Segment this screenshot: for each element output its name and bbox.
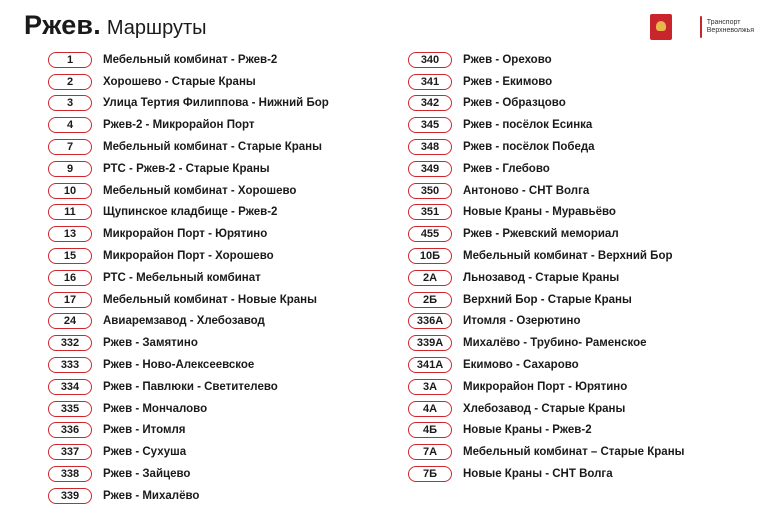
route-number-badge: 351	[408, 204, 452, 220]
route-row	[408, 71, 684, 93]
brand-mark-icon	[700, 16, 702, 38]
route-number-badge: 7	[48, 139, 92, 155]
route-number-badge: 4А	[408, 401, 452, 417]
route-name: Улица Тертия Филиппова - Нижний Бор	[103, 97, 329, 110]
route-number-badge: 338	[48, 466, 92, 482]
route-number-badge: 2А	[408, 270, 452, 286]
route-row	[48, 245, 329, 267]
route-number-badge: 348	[408, 139, 452, 155]
route-number-badge: 339А	[408, 335, 452, 351]
route-number-badge: 333	[48, 357, 92, 373]
route-row	[48, 158, 329, 180]
brand-line-1: Транспорт	[706, 19, 741, 26]
route-name: Ржев - Зайцево	[103, 468, 191, 481]
route-row	[408, 202, 684, 224]
route-name: Верхний Бор - Старые Краны	[463, 293, 632, 306]
route-row	[48, 398, 329, 420]
route-number-badge: 13	[48, 226, 92, 242]
route-name: Новые Краны - СНТ Волга	[463, 468, 613, 481]
route-row	[408, 136, 684, 158]
route-name: Мебельный комбинат - Старые Краны	[103, 141, 322, 154]
route-name: Мебельный комбинат - Ржев-2	[103, 53, 278, 66]
route-name: Мебельный комбинат - Верхний Бор	[463, 250, 673, 263]
route-name: Ржев - посёлок Победа	[463, 141, 595, 154]
route-name: Михалёво - Трубино- Раменское	[463, 337, 647, 350]
route-name: Микрорайон Порт - Юрятино	[103, 228, 268, 241]
route-name: Мебельный комбинат - Новые Краны	[103, 293, 317, 306]
brand-line-2: Верхневолжья	[706, 27, 754, 34]
route-number-badge: 342	[408, 95, 452, 111]
route-name: Хлебозавод - Старые Краны	[463, 402, 626, 415]
route-name: Ржев - Итомля	[103, 424, 186, 437]
route-number-badge: 4	[48, 117, 92, 133]
route-row	[408, 376, 684, 398]
route-number-badge: 335	[48, 401, 92, 417]
route-name: Итомля - Озерютино	[463, 315, 581, 328]
route-row	[48, 136, 329, 158]
route-row	[48, 311, 329, 333]
route-row	[408, 441, 684, 463]
route-number-badge: 345	[408, 117, 452, 133]
route-name: Новые Краны - Ржев-2	[463, 424, 592, 437]
route-name: Мебельный комбинат - Хорошево	[103, 184, 297, 197]
route-number-badge: 336А	[408, 313, 452, 329]
route-row	[408, 114, 684, 136]
route-number-badge: 15	[48, 248, 92, 264]
page-title: Ржев.	[24, 10, 101, 40]
route-number-badge: 341	[408, 74, 452, 90]
route-name: Льнозавод - Старые Краны	[463, 271, 620, 284]
route-name: Ржев - Сухуша	[103, 446, 187, 459]
route-number-badge: 1	[48, 52, 92, 68]
route-number-badge: 17	[48, 292, 92, 308]
route-name: Ржев - Образцово	[463, 97, 566, 110]
route-number-badge: 4Б	[408, 422, 452, 438]
route-row	[408, 463, 684, 485]
route-number-badge: 11	[48, 204, 92, 220]
route-name: Ржев - Глебово	[463, 162, 550, 175]
route-name: Хорошево - Старые Краны	[103, 75, 256, 88]
route-row	[408, 180, 684, 202]
route-number-badge: 16	[48, 270, 92, 286]
route-number-badge: 10Б	[408, 248, 452, 264]
route-name: Ржев-2 - Микрорайон Порт	[103, 119, 255, 132]
route-name: Ржев - Михалёво	[103, 489, 200, 502]
route-row	[408, 354, 684, 376]
route-number-badge: 349	[408, 161, 452, 177]
route-row	[408, 49, 684, 71]
route-number-badge: 350	[408, 183, 452, 199]
route-number-badge: 10	[48, 183, 92, 199]
route-name: Щупинское кладбище - Ржев-2	[103, 206, 278, 219]
route-number-badge: 337	[48, 444, 92, 460]
route-name: Ржев - Ржевский мемориал	[463, 228, 619, 241]
route-name: Авиаремзавод - Хлебозавод	[103, 315, 265, 328]
route-row	[408, 332, 684, 354]
coat-of-arms-icon	[650, 14, 672, 40]
route-row	[48, 463, 329, 485]
route-number-badge: 7А	[408, 444, 452, 460]
route-number-badge: 332	[48, 335, 92, 351]
route-name: Мебельный комбинат – Старые Краны	[463, 446, 685, 459]
route-row	[408, 93, 684, 115]
page-header	[24, 10, 207, 41]
route-name: Антоново - СНТ Волга	[463, 184, 590, 197]
page-subtitle: Маршруты	[106, 17, 207, 39]
route-row	[408, 223, 684, 245]
transport-brand-logo	[700, 16, 754, 38]
route-name: Ржев - Павлюки - Светителево	[103, 380, 278, 393]
route-row	[48, 93, 329, 115]
route-number-badge: 9	[48, 161, 92, 177]
route-row	[48, 332, 329, 354]
route-number-badge: 2Б	[408, 292, 452, 308]
routes-column-right	[408, 49, 684, 485]
route-row	[48, 420, 329, 442]
route-name: Ржев - Замятино	[103, 337, 198, 350]
route-row	[408, 267, 684, 289]
route-name: Микрорайон Порт - Хорошево	[103, 250, 274, 263]
route-row	[408, 398, 684, 420]
route-name: Ржев - Екимово	[463, 75, 553, 88]
route-row	[48, 441, 329, 463]
route-row	[408, 158, 684, 180]
route-name: РТС - Ржев-2 - Старые Краны	[103, 162, 270, 175]
route-row	[48, 71, 329, 93]
route-name: Ржев - Ново-Алексеевское	[103, 359, 255, 372]
route-row	[48, 485, 329, 507]
route-name: РТС - Мебельный комбинат	[103, 271, 261, 284]
routes-column-left	[48, 49, 329, 507]
route-row	[408, 420, 684, 442]
route-name: Ржев - Орехово	[463, 53, 552, 66]
route-row	[48, 289, 329, 311]
route-number-badge: 341А	[408, 357, 452, 373]
route-name: Микрорайон Порт - Юрятино	[463, 380, 628, 393]
route-number-badge: 339	[48, 488, 92, 504]
route-name: Екимово - Сахарово	[463, 359, 579, 372]
route-row	[48, 267, 329, 289]
route-number-badge: 2	[48, 74, 92, 90]
route-row	[48, 223, 329, 245]
route-row	[408, 311, 684, 333]
route-row	[48, 180, 329, 202]
route-row	[48, 354, 329, 376]
route-row	[48, 376, 329, 398]
route-row	[48, 49, 329, 71]
route-number-badge: 334	[48, 379, 92, 395]
route-number-badge: 24	[48, 313, 92, 329]
route-number-badge: 336	[48, 422, 92, 438]
route-name: Ржев - Мончалово	[103, 402, 208, 415]
route-row	[408, 245, 684, 267]
route-number-badge: 7Б	[408, 466, 452, 482]
route-name: Новые Краны - Муравьёво	[463, 206, 616, 219]
route-number-badge: 455	[408, 226, 452, 242]
route-row	[408, 289, 684, 311]
logos	[650, 14, 754, 40]
route-row	[48, 202, 329, 224]
route-number-badge: 3	[48, 95, 92, 111]
route-number-badge: 3А	[408, 379, 452, 395]
route-name: Ржев - посёлок Есинка	[463, 119, 593, 132]
route-row	[48, 114, 329, 136]
route-number-badge: 340	[408, 52, 452, 68]
